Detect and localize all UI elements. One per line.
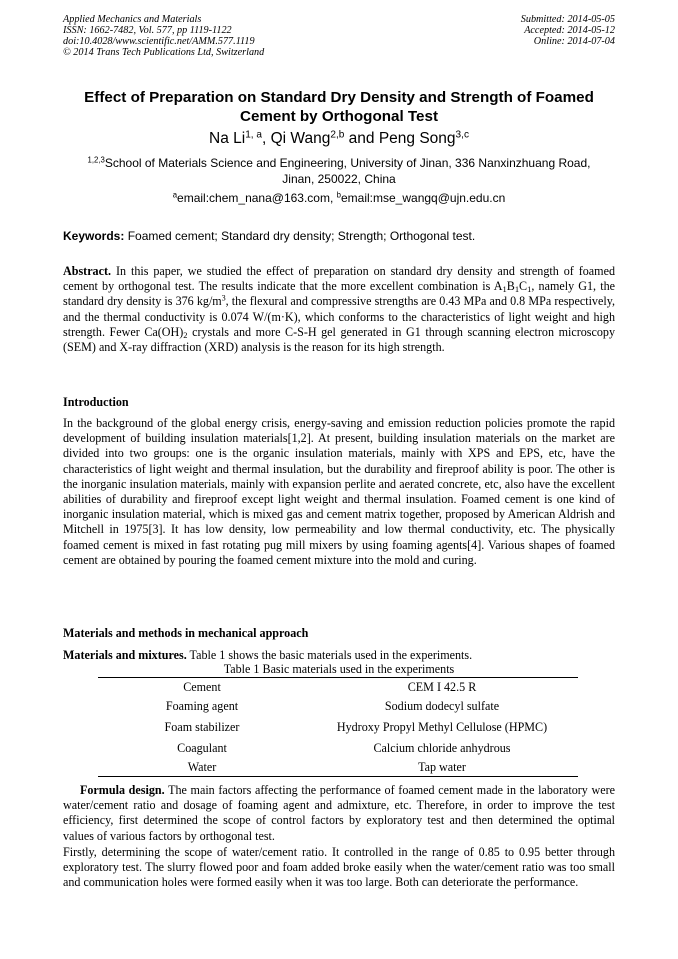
author-name: Na Li (209, 130, 246, 147)
online-date: Online: 2014-07-04 (533, 36, 615, 47)
section-heading-introduction: Introduction (63, 395, 129, 409)
table-cell: Cement (98, 678, 306, 697)
author-name: Qi Wang (270, 130, 331, 147)
affiliation (63, 155, 615, 187)
subscript: 1 (527, 284, 532, 295)
affiliation-line-2: Jinan, 250022, China (282, 172, 396, 186)
materials-label: Materials and mixtures. (63, 648, 187, 662)
journal-copyright: © 2014 Trans Tech Publications Ltd, Switzerland (63, 47, 265, 58)
abstract-text: , namely G1, the standard dry density is 376 kg/m (63, 279, 615, 309)
paper-title (63, 88, 615, 126)
author-name: Peng Song (378, 130, 456, 147)
abstract-text: In this paper, we studied the effect of preparation on standard dry density and strength of foamed cement by orthogonal test. The results indicate that the more excellent combination is A (63, 264, 615, 294)
introduction-paragraph: In the background of the global energy crisis, energy-saving and emission reduction policies promote the rapid development of building insulation materials[1,2]. At present, building insulation materials on the market are divided into two groups: one is the organic insulation materials, mainly with XPS and EPS, etc, have the characteristics of light weight and thermal insulation, but the durability and fireproof ability is poor. The other is the inorganic insulation materials, mainly with expansion perlite and aerated concrete, etc, also have the excellent abilities of durability and fireproof except light weight and thermal insulation. Foamed cement is one kind of inorganic insulation material, which is mixed gas and cement matrix together, proposed by American Aldrish and Mitchell in 1975[3]. It has low density, low permeability and low thermal conductivity, etc. The physically foamed cement is mixed in fast rotating pug mill mixers by using foaming agents[4]. Various shapes of foamed cement are obtained by pouring the foamed cement mixture into the mold and curing. (63, 416, 615, 567)
subscript: 2 (183, 329, 188, 340)
affiliation-line-1: School of Materials Science and Engineering, University of Jinan, 336 Nanxinzhuang Road, (104, 156, 591, 170)
author-emails (63, 190, 615, 206)
accepted-date: Accepted: 2014-05-12 (524, 25, 615, 36)
email-sup: a (172, 190, 178, 200)
email-a[interactable]: email:chem_nana@163.com, (177, 191, 337, 205)
table-cell: Calcium chloride anhydrous (373, 741, 511, 755)
formula-text: The main factors affecting the performance of foamed cement made in the laboratory were water/cement ratio and dosage of foaming agent and admixture, etc. Therefore, in order to improve the test efficiency, first determined the scope of control factors by exploratory test and then determined the optimal values of various factors by orthogonal test. (63, 783, 615, 843)
table-caption: Table 1 Basic materials used in the experiments (223, 662, 455, 676)
email-b[interactable]: email:mse_wangq@ujn.edu.cn (341, 191, 506, 205)
submitted-date: Submitted: 2014-05-05 (520, 14, 615, 25)
table-row (98, 717, 578, 738)
table-row (98, 678, 578, 697)
firstly-paragraph: Firstly, determining the scope of water/cement ratio. It controlled in the range of 0.85 to 0.95 better through exploratory test. The slurry flowed poor and foam added broke easily when the water/cement ratio was too small and communication holes were formed easily when it was too large. Both can deteriorate the performance. (63, 845, 615, 890)
author-and: and (344, 130, 379, 147)
table-row (98, 738, 578, 759)
author-list: Na Li$^{1, a}$, Qi Wang$^{2,b}$ and Peng Song$^{3,c}$ (209, 129, 469, 147)
table-cell: Sodium dodecyl sulfate (384, 699, 500, 713)
author-sup: 2,b (330, 129, 345, 141)
subscript: 1 (502, 284, 507, 295)
dates-header (521, 14, 615, 47)
keywords (63, 228, 615, 244)
keywords-text: Foamed cement; Standard dry density; Strength; Orthogonal test. (124, 229, 476, 243)
journal-name: Applied Mechanics and Materials (63, 14, 202, 25)
abstract-text: crystals and more C-S-H gel generated in G1 through scanning electron microscopy (SEM) and X-ray diffraction (XRD) analysis is the reason for its high strength. (63, 324, 615, 355)
journal-doi: doi:10.4028/www.scientific.net/AMM.577.1119 (63, 36, 255, 47)
table-cell: Foam stabilizer (164, 720, 240, 734)
keywords-label: Keywords: (63, 229, 125, 243)
abstract-label: Abstract. (63, 264, 112, 278)
formula-label: Formula design. (80, 783, 165, 797)
abstract-text: , the flexural and compressive strengths are 0.43 MPa and 0.8 MPa respectively, and the thermal conductivity is 0.074 W/(m·K), which conforms to the characteristics of light weight and high strength. Fewer Ca(OH) (63, 294, 615, 339)
journal-header (63, 14, 264, 58)
table-cell: Foaming agent (165, 699, 239, 713)
table-cell: Hydroxy Propyl Methyl Cellulose (HPMC) (336, 720, 548, 734)
affiliation-sup: 1,2,3 (87, 155, 105, 165)
materials-table (98, 677, 578, 777)
title-line-1: Effect of Preparation on Standard Dry Density and Strength of Foamed (84, 89, 594, 106)
table-cell: Tap water (306, 759, 578, 777)
email-sup: b (336, 190, 341, 200)
section-heading-methods: Materials and methods in mechanical approach (63, 626, 309, 640)
title-line-2: Cement by Orthogonal Test (239, 108, 438, 125)
author-sup: 1, a (245, 129, 262, 141)
materials-text: Table 1 shows the basic materials used in the experiments. (186, 648, 473, 662)
table-cell: Water (98, 759, 306, 777)
journal-issn: ISSN: 1662-7482, Vol. 577, pp 1119-1122 (63, 25, 232, 36)
subscript: 1 (514, 284, 520, 295)
superscript: 3 (221, 294, 226, 304)
table-row (98, 759, 578, 777)
table-cell: CEM I 42.5 R (306, 678, 578, 697)
abstract (63, 264, 615, 355)
abstract-text: C (519, 279, 528, 294)
formula-design-paragraph (63, 783, 615, 844)
table-row (98, 696, 578, 717)
materials-paragraph (63, 648, 615, 663)
author-sup: 3,c (455, 129, 469, 141)
abstract-text: B (506, 279, 515, 294)
table-cell: Coagulant (177, 741, 227, 755)
